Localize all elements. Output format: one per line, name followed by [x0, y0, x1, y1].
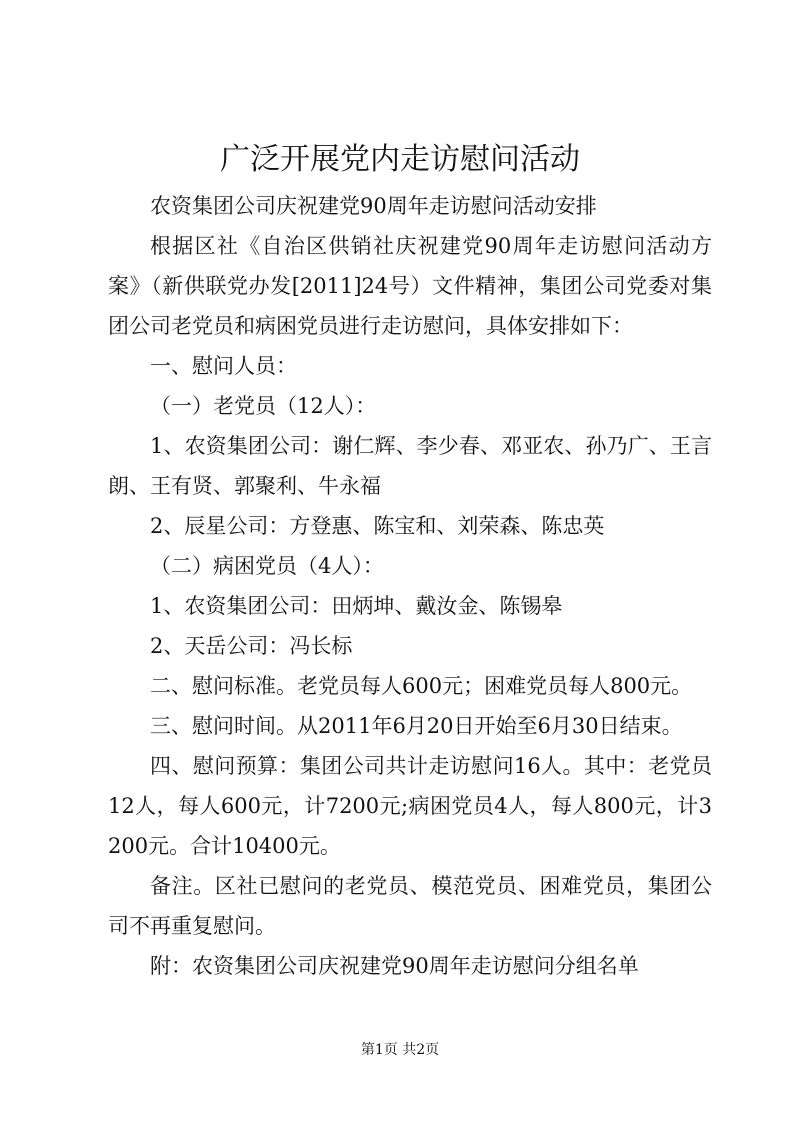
- note-paragraph: 备注。区社已慰问的老党员、模范党员、困难党员，集团公司不再重复慰问。: [108, 874, 712, 938]
- section-time: 三、慰问时间。从2011年6月20日开始至6月30日结束。: [150, 714, 683, 738]
- attachment-paragraph: 附：农资集团公司庆祝建党90周年走访慰问分组名单: [150, 954, 639, 978]
- list-item-sick-members-group: 1、农资集团公司：田炳坤、戴汝金、陈锡皋: [150, 594, 563, 618]
- subsection-old-members: （一）老党员（12人）：: [150, 394, 377, 418]
- subsection-sick-members: （二）病困党员（4人）：: [150, 554, 384, 578]
- page-footer: 第1页 共2页: [360, 1042, 440, 1058]
- intro-paragraph: 根据区社《自治区供销社庆祝建党90周年走访慰问活动方案》（新供联党办发[2011]24号）文件精神，集团公司党委对集团公司老党员和病困党员进行走访慰问，具体安排如下：: [108, 234, 712, 338]
- list-item-sick-members-tianyue: 2、天岳公司：冯长标: [150, 634, 353, 658]
- list-item-old-members-group: 1、农资集团公司：谢仁辉、李少春、邓亚农、孙乃广、王言朗、王有贤、郭聚利、牛永福: [108, 434, 712, 498]
- section-budget: 四、慰问预算：集团公司共计走访慰问16人。其中：老党员12人，每人600元，计7200元;病困党员4人，每人800元，计3200元。合计10400元。: [108, 754, 712, 858]
- list-item-old-members-chenxing: 2、辰星公司：方登惠、陈宝和、刘荣森、陈忠英: [150, 514, 605, 538]
- document-title: 广泛开展党内走访慰问活动: [220, 142, 580, 177]
- subtitle-paragraph: 农资集团公司庆祝建党90周年走访慰问活动安排: [150, 194, 597, 218]
- section-standard: 二、慰问标准。老党员每人600元；困难党员每人800元。: [150, 674, 693, 698]
- section-heading-personnel: 一、慰问人员：: [150, 354, 297, 378]
- document-body: [108, 186, 712, 986]
